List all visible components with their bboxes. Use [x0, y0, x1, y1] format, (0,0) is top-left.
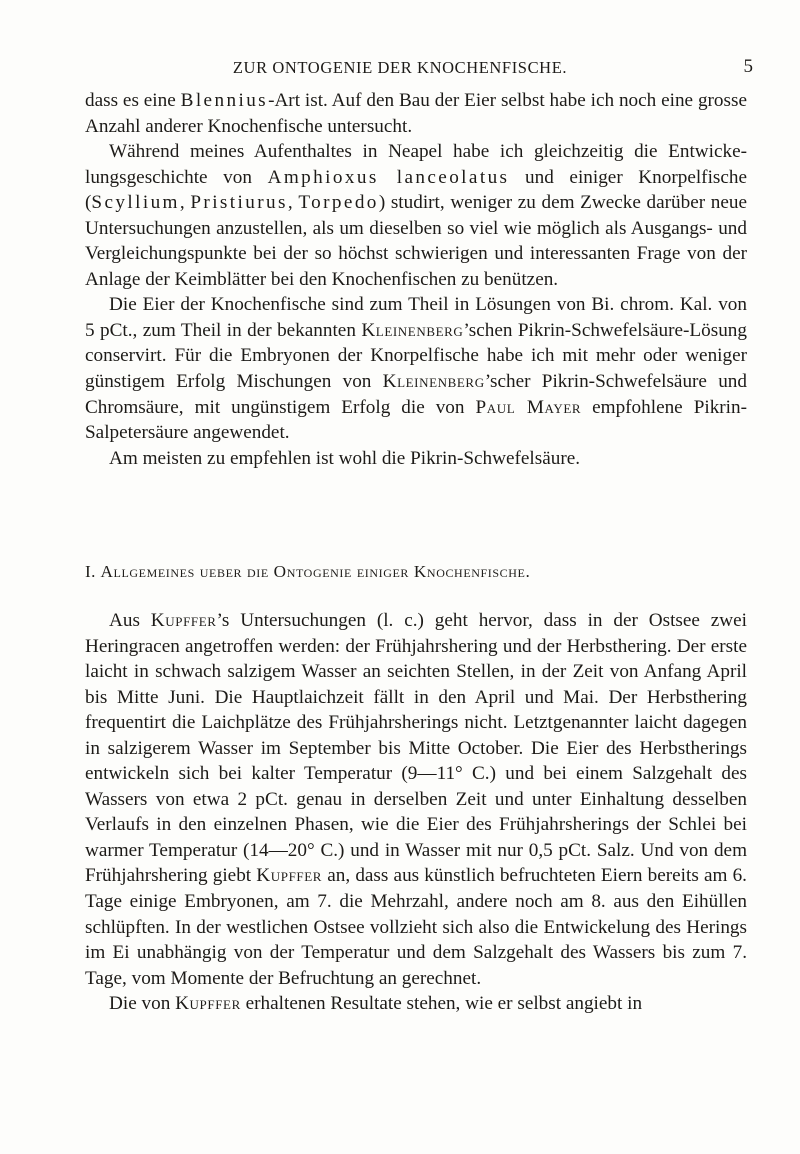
running-head	[0, 58, 800, 84]
paragraph	[85, 991, 747, 1017]
paragraph	[85, 608, 747, 991]
spaced-genus-name: Torpedo	[298, 192, 379, 214]
author-name: Kleinenberg	[361, 319, 464, 341]
spaced-species-name: Amphioxus lanceolatus	[267, 166, 510, 188]
text-run: ’s Untersuchungen (l. c.) geht hervor, dass in der Ostsee zwei Heringracen angetroffen werden: der Frühjahrshering und der Herbsthering. Der erste laicht in schwach salzigem Wasser an seichten Stellen, in der Zeit von Anfang April bis Mitte Juni. Die Hauptlaichzeit fällt in den April und Mai. Der Herbsthering frequentirt die Laichplätze des Frühjahrsherings nicht. Letztgenannter laicht dagegen in salzigerem Wasser im September bis Mitte October. Die Eier des Herbstherings entwickeln sich bei kalter Temperatur (9—11° C.) und bei einem Salzgehalt des Wassers von etwa 2 pCt. genau in derselben Zeit und unter Einhaltung desselben Verlaufs in den einzelnen Phasen, wie die Eier des Frühjahrsherings der Schlei bei warmer Temperatur (14—20° C.) und in Wasser mit nur 0,5 pCt. Salz. Und von dem Frühjahrshering giebt	[85, 610, 748, 887]
section-title: Allgemeines ueber die Ontogenie einiger Knochenfische.	[100, 562, 531, 581]
author-name: Kupffer	[256, 865, 323, 887]
body-text-upper	[85, 88, 747, 471]
body-text-lower	[85, 608, 747, 1017]
text-run: an, dass aus künstlich befruchteten Eiern bereits am 6. Tage einige Embryonen, am 7. die Mehrzahl, andere noch am 8. aus den Eihüllen schlüpften. In der westlichen Ostsee vollzieht sich also die Entwickelung des Herings im Ei unabhängig von der Temperatur und dem Salzgehalt des Wassers bis zum 7. Tage, vom Momente der Befruchtung an gerechnet.	[85, 865, 747, 989]
author-name: Kupffer	[150, 610, 217, 631]
text-run: erhaltenen Resultate stehen, wie er selbst angiebt in	[240, 993, 643, 1015]
text-run: Die Eier der Knochenfische sind zum Theil in Lösungen von Bi. chrom. Kal. von 5 pCt., zum Theil in der bekannten	[85, 294, 747, 341]
text-run: Am meisten zu empfehlen ist wohl die Pikrin-Schwefelsäure.	[109, 447, 581, 469]
paragraph	[85, 88, 747, 139]
text-run: Während meines Aufenthaltes in Neapel habe ich gleichzeitig die Entwickelungsgeschichte von	[85, 141, 747, 188]
section-heading	[85, 562, 747, 582]
author-name: Kupffer	[175, 993, 241, 1015]
section-numeral: I.	[85, 562, 96, 581]
text-run: ’scher Pikrin-Schwefelsäure und Chromsäure, mit ungünstigem Erfolg die von	[85, 371, 747, 418]
author-name: Paul Mayer	[475, 396, 582, 418]
text-run: ,	[287, 192, 299, 214]
text-run: ’schen Pikrin-Schwefelsäure-Lösung conservirt. Für die Embryonen der Knorpelfische habe ich mit mehr oder weniger günstigem Erfolg Mischungen von	[85, 319, 747, 393]
text-run: Die von	[109, 993, 176, 1015]
text-run: Aus	[109, 610, 151, 631]
author-name: Kleinenberg	[382, 371, 485, 393]
paragraph	[85, 446, 747, 472]
paragraph	[85, 139, 747, 292]
spaced-genus-name: Scyllium	[91, 192, 180, 214]
page-number: 5	[743, 56, 753, 77]
text-run: -Art ist. Auf den Bau der Eier selbst habe ich noch eine grosse Anzahl anderer Knochenfische untersucht.	[85, 90, 747, 137]
text-run: ,	[179, 192, 191, 214]
text-run: dass es eine	[85, 90, 181, 111]
spaced-genus-name: Blennius	[180, 90, 269, 111]
paragraph	[85, 292, 747, 445]
text-run: ) studirt, weniger zu dem Zwecke darüber neue Untersuchungen anzustellen, als um dieselben so viel wie möglich als Ausgangs- und Vergleichungspunkte bei der so höchst schwierigen und interessanten Frage von der Anlage der Keimblätter bei den Knochenfischen zu benützen.	[85, 192, 747, 290]
spaced-genus-name: Pristiurus	[190, 192, 288, 214]
text-run: und einiger Knorpelfische (	[85, 166, 747, 214]
text-run: empfohlene Pikrin-Salpetersäure angewendet.	[85, 396, 747, 444]
running-title: ZUR ONTOGENIE DER KNOCHENFISCHE.	[232, 58, 568, 77]
